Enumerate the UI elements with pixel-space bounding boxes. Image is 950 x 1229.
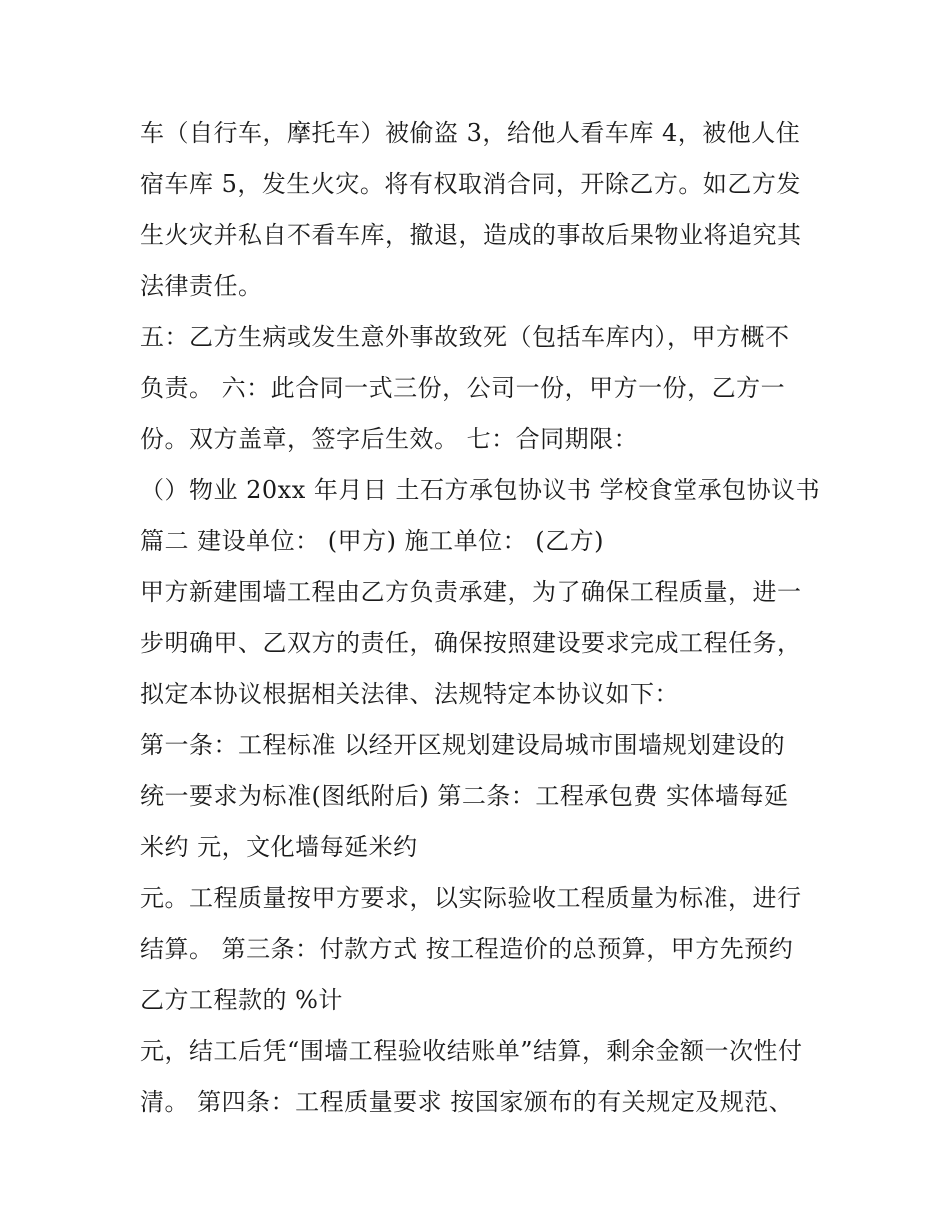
text-line: 乙方工程款的 %计 [140,986,343,1014]
text-line: 生火灾并私自不看车库，撤退，造成的事故后果物业将追究其 [140,221,802,249]
text-line: 元，结工后凭“围墙工程验收结账单”结算，剩余金额一次性付 [140,1037,803,1065]
text-line: 米约 元，文化墙每延米约 [140,833,418,861]
text-line: 结算。 第三条：付款方式 按工程造价的总预算，甲方先预约 [140,935,794,963]
text-line: 拟定本协议根据相关法律、法规特定本协议如下： [140,680,679,708]
text-line: 宿车库 5，发生火灾。将有权取消合同，开除乙方。如乙方发 [140,170,801,198]
text-line: 元。工程质量按甲方要求，以实际验收工程质量为标准，进行 [140,884,802,912]
text-line: 份。双方盖章，签字后生效。 七：合同期限： [140,425,639,453]
text-line: 篇二 建设单位： (甲方) 施工单位： (乙方) [140,527,604,555]
text-line: 甲方新建围墙工程由乙方负责承建，为了确保工程质量，进一 [140,578,802,606]
text-line: 法律责任。 [140,272,263,300]
text-line: 五：乙方生病或发生意外事故致死（包括车库内），甲方概不 [140,323,790,351]
text-line: （）物业 20xx 年月日 土石方承包协议书 学校食堂承包协议书 [140,476,821,504]
text-line: 步明确甲、乙双方的责任，确保按照建设要求完成工程任务， [140,629,802,657]
text-line: 统一要求为标准(图纸附后) 第二条：工程承包费 实体墙每延 [140,782,789,810]
text-line: 清。 第四条：工程质量要求 按国家颁布的有关规定及规范、 [140,1088,794,1116]
text-line: 第一条：工程标准 以经开区规划建设局城市围墙规划建设的 [140,731,786,759]
text-line: 车（自行车，摩托车）被偷盗 3，给他人看车库 4，被他人住 [140,119,801,147]
text-line: 负责。 六：此合同一式三份，公司一份，甲方一份，乙方一 [140,374,786,402]
contract-text [140,108,830,1128]
